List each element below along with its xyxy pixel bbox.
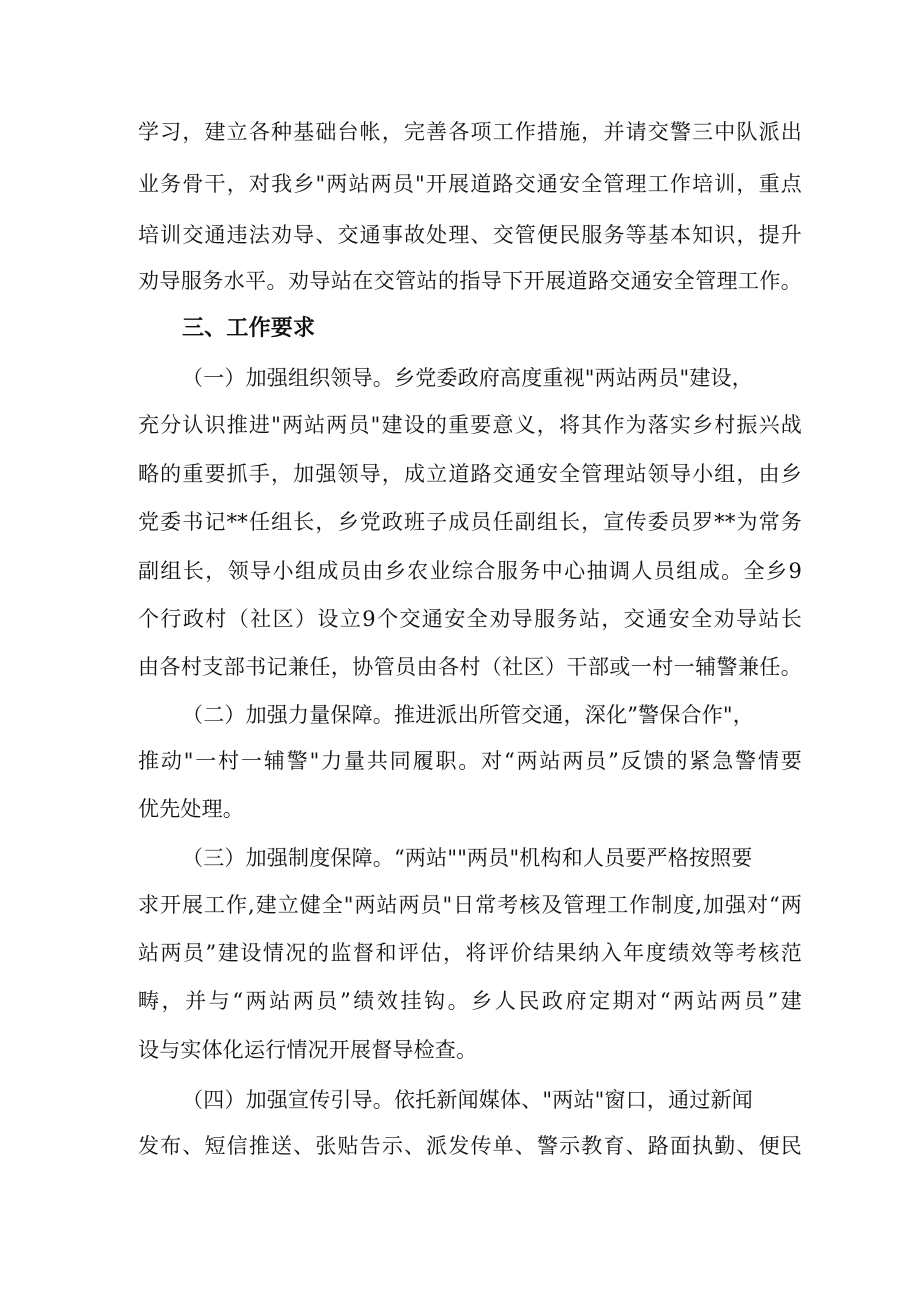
paragraph-line: （二）加强力量保障。推进派出所管交通，深化”警保合作"， — [182, 703, 754, 727]
paragraph-line: 设与实体化运行情况开展督导检查。 — [138, 1038, 478, 1062]
paragraph-line: 优先处理。 — [138, 797, 244, 821]
paragraph-line: （四）加强宣传引导。依托新闻媒体、"两站"窗口，通过新闻 — [182, 1088, 753, 1112]
paragraph-line: 培训交通违法劝导、交通事故处理、交管便民服务等基本知识，提升 — [138, 223, 802, 247]
paragraph-line: 求开展工作,建立健全"两站两员"日常考核及管理工作制度,加强对“两 — [138, 893, 802, 917]
paragraph-line: 副组长，领导小组成员由乡农业综合服务中心抽调人员组成。全乡9 — [138, 559, 802, 583]
paragraph-line: 个行政村（社区）设立9个交通安全劝导服务站，交通安全劝导站长 — [138, 607, 802, 631]
paragraph-line: 略的重要抓手，加强领导，成立道路交通安全管理站领导小组，由乡 — [138, 462, 802, 486]
paragraph-line: 业务骨干，对我乡"两站两员"开展道路交通安全管理工作培训，重点 — [138, 172, 802, 196]
paragraph-line: 学习，建立各种基础台帐，完善各项工作措施，并请交警三中队派出 — [138, 120, 802, 144]
paragraph-line: （三）加强制度保障。“两站""两员"机构和人员要严格按照要 — [182, 846, 753, 870]
paragraph-line: 党委书记**任组长，乡党政班子成员任副组长，宣传委员罗**为常务 — [138, 510, 802, 534]
paragraph-line: 充分认识推进"两站两员"建设的重要意义，将其作为落实乡村振兴战 — [138, 413, 802, 437]
paragraph-line: 劝导服务水平。劝导站在交管站的指导下开展道路交通安全管理工作。 — [138, 269, 802, 293]
paragraph-line: 畴，并与“两站两员”绩效挂钩。乡人民政府定期对“两站两员”建 — [138, 989, 802, 1013]
paragraph-line: 推动"一村一辅警"力量共同履职。对“两站两员”反馈的紧急警情要 — [138, 749, 802, 773]
paragraph-line: 发布、短信推送、张贴告示、派发传单、警示教育、路面执勤、便民 — [138, 1134, 802, 1158]
paragraph-line: 站两员”建设情况的监督和评估，将评价结果纳入年度绩效等考核范 — [138, 941, 802, 965]
paragraph-line: 由各村支部书记兼任，协管员由各村（社区）干部或一村一辅警兼任。 — [138, 655, 802, 679]
section-heading: 三、工作要求 — [182, 316, 316, 341]
paragraph-line: （一）加强组织领导。乡党委政府高度重视"两站两员"建设， — [182, 366, 753, 390]
